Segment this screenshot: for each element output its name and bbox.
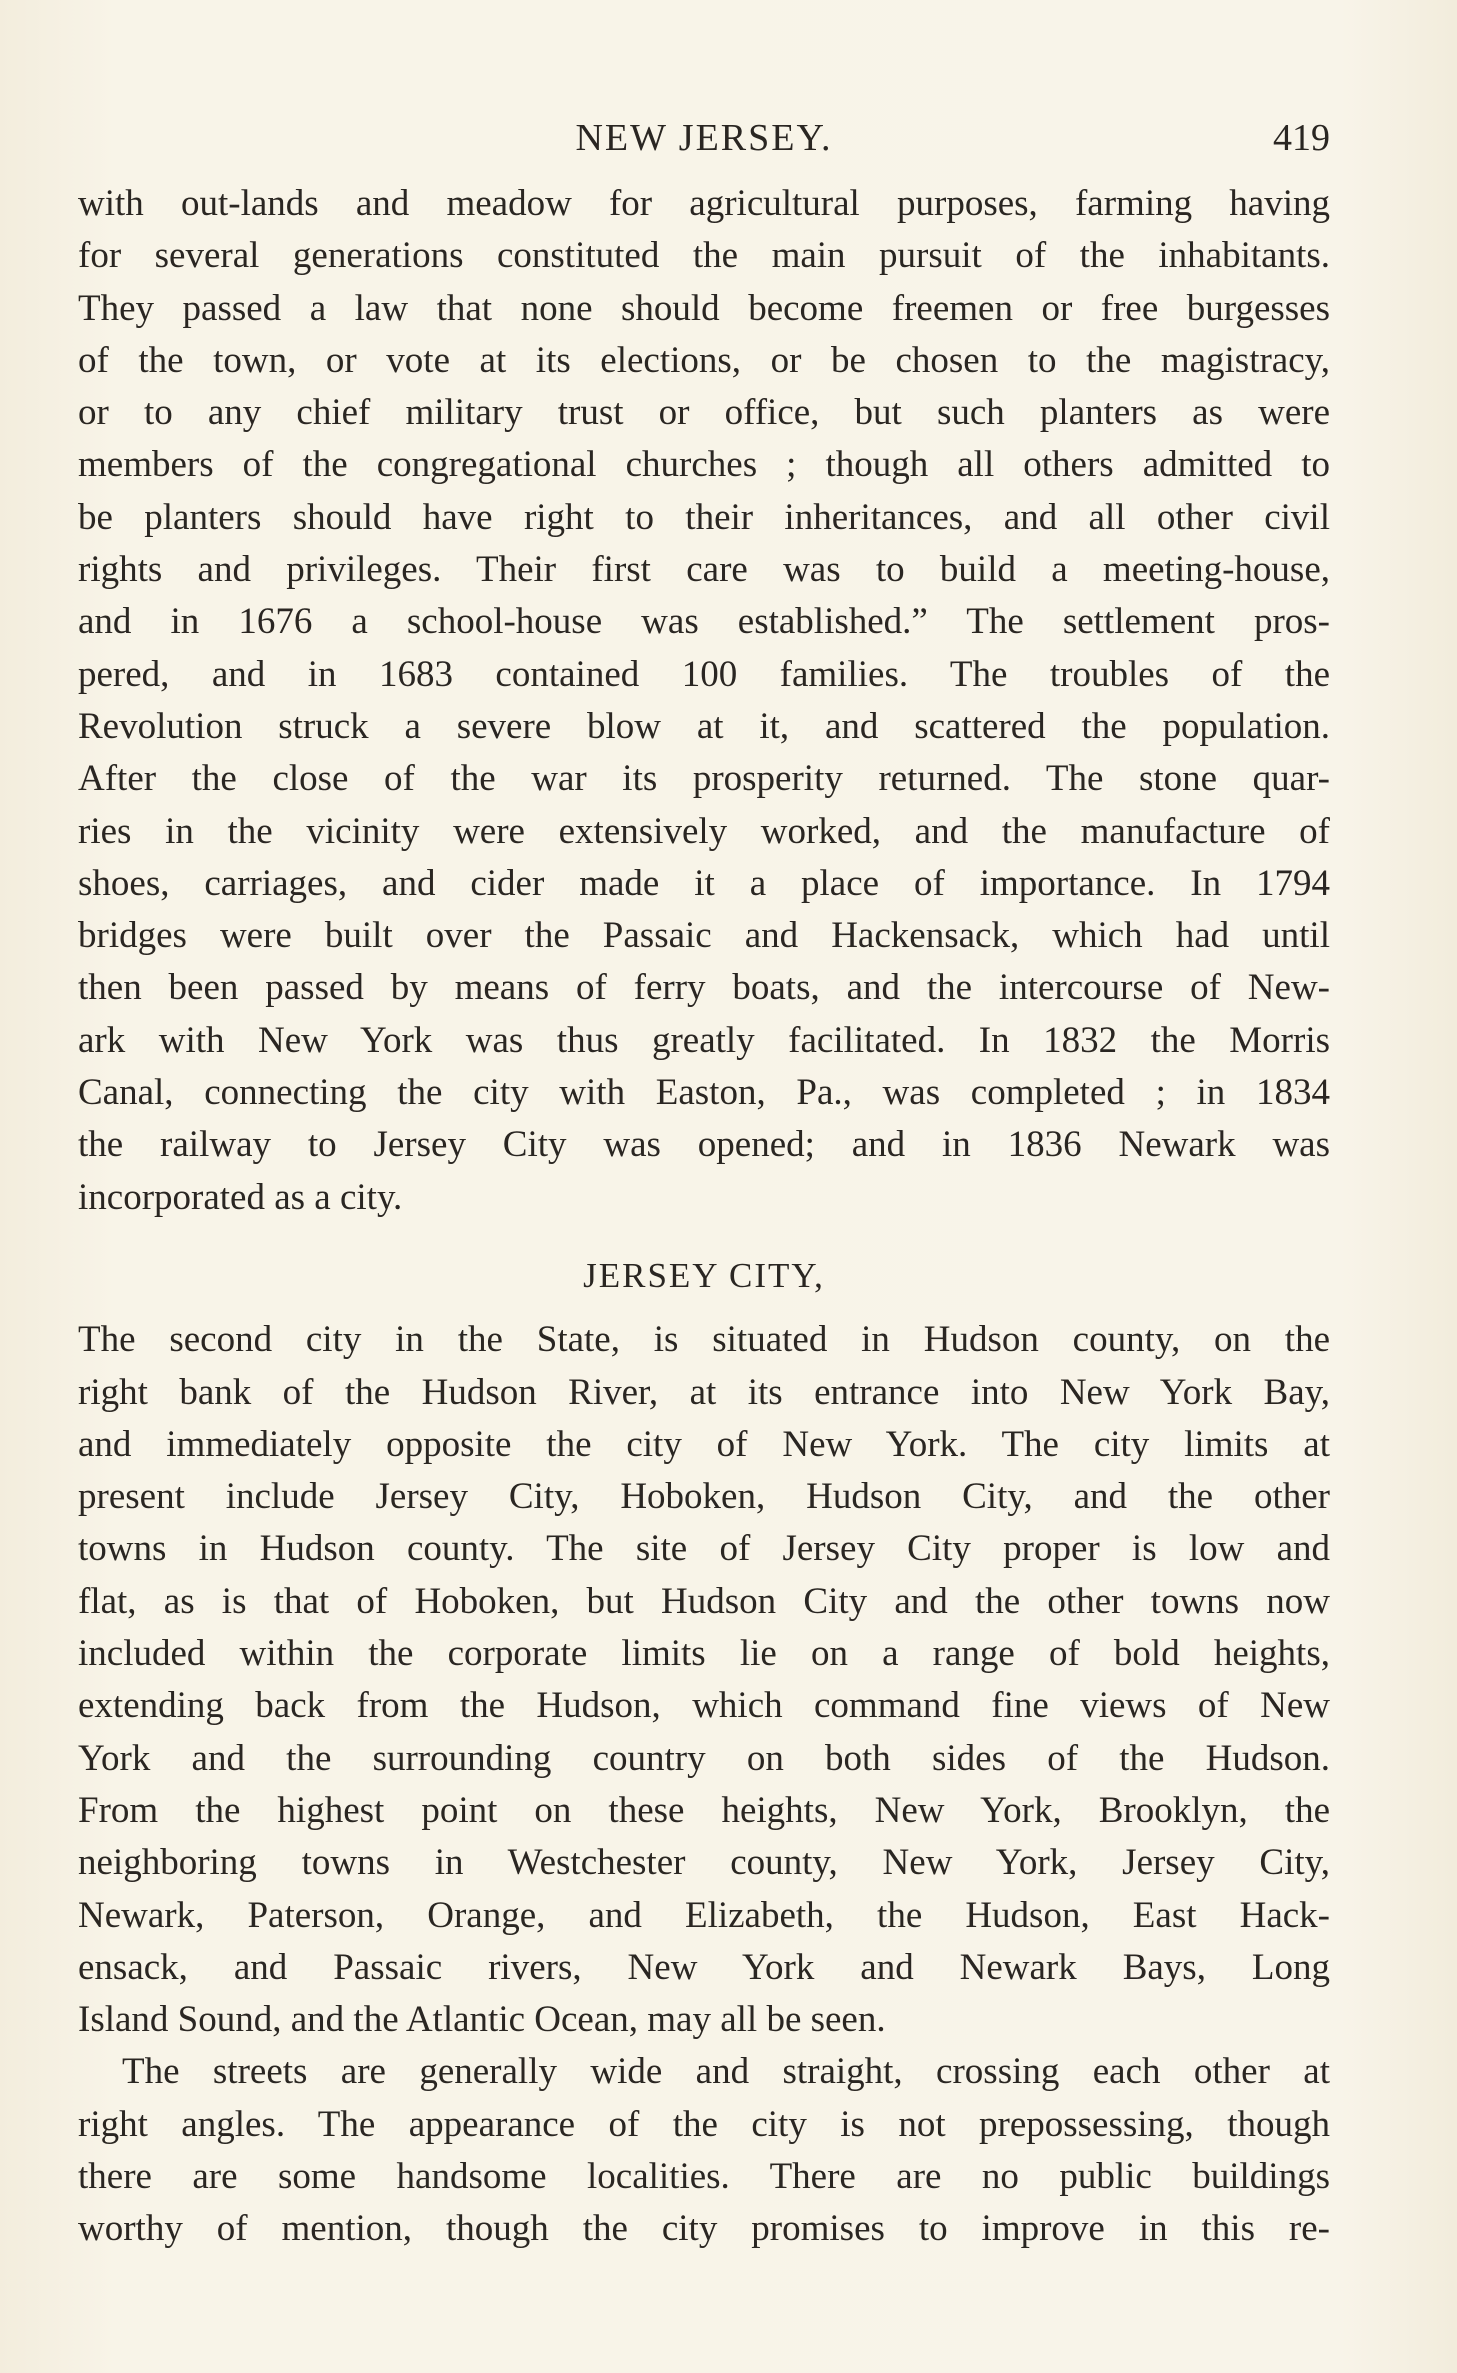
text-line: of the town, or vote at its elections, or be chosen to the magistracy,: [78, 339, 1330, 381]
text-line: The second city in the State, is situated in Hudson county, on the: [78, 1319, 1330, 1361]
text-line: neighboring towns in Westchester county, New York, Jersey City,: [78, 1842, 1330, 1884]
text-line: then been passed by means of ferry boats, and the intercourse of New-: [78, 967, 1330, 1009]
text-line: extending back from the Hudson, which command fine views of New: [78, 1685, 1330, 1727]
text-line: and in 1676 a school-house was established.” The settlement pros-: [78, 601, 1330, 643]
text-line: or to any chief military trust or office, but such planters as were: [78, 392, 1330, 434]
text-line: with out-lands and meadow for agricultural purposes, farming having: [78, 183, 1330, 224]
text-line: there are some handsome localities. There are no public buildings: [78, 2155, 1330, 2197]
text-line: incorporated as a city.: [78, 1176, 403, 1218]
text-line: for several generations constituted the main pursuit of the inhabitants.: [78, 235, 1330, 277]
text-line: towns in Hudson county. The site of Jersey City proper is low and: [78, 1528, 1330, 1570]
text-line: rights and privileges. Their first care was to build a meeting-house,: [78, 549, 1330, 591]
text-line: ries in the vicinity were extensively worked, and the manufacture of: [78, 810, 1330, 852]
page-body: [78, 178, 1330, 2256]
text-line: included within the corporate limits lie on a range of bold heights,: [78, 1633, 1330, 1675]
text-line: be planters should have right to their inheritances, and all other civil: [78, 496, 1330, 538]
page-header: [78, 112, 1330, 164]
text-line: right angles. The appearance of the city is not prepossessing, though: [78, 2103, 1330, 2145]
text-line: York and the surrounding country on both sides of the Hudson.: [78, 1737, 1330, 1779]
paragraph-jersey-city-streets: [78, 2046, 1330, 2255]
section-heading-jersey-city: JERSEY CITY,: [583, 1255, 825, 1295]
paragraph-jersey-city-overview: [78, 1314, 1330, 2046]
text-line: pered, and in 1683 contained 100 families. The troubles of the: [78, 653, 1330, 695]
text-line: shoes, carriages, and cider made it a place of importance. In 1794: [78, 862, 1330, 904]
text-line: right bank of the Hudson River, at its entrance into New York Bay,: [78, 1371, 1330, 1413]
text-line: flat, as is that of Hoboken, but Hudson City and the other towns now: [78, 1580, 1330, 1622]
running-head: NEW JERSEY.: [575, 117, 833, 159]
text-line: and immediately opposite the city of New York. The city limits at: [78, 1423, 1330, 1465]
text-line: ark with New York was thus greatly facilitated. In 1832 the Morris: [78, 1019, 1330, 1061]
text-line: present include Jersey City, Hoboken, Hudson City, and the other: [78, 1476, 1330, 1518]
page-number: 419: [1273, 117, 1330, 159]
text-line: From the highest point on these heights, New York, Brooklyn, the: [78, 1789, 1330, 1831]
text-line: After the close of the war its prosperity returned. The stone quar-: [78, 758, 1330, 800]
text-line: bridges were built over the Passaic and Hackensack, which had until: [78, 915, 1330, 957]
text-line: ensack, and Passaic rivers, New York and Newark Bays, Long: [78, 1946, 1330, 1988]
text-line: members of the congregational churches ; though all others admitted to: [78, 444, 1330, 486]
text-line: They passed a law that none should become freemen or free burgesses: [78, 287, 1330, 329]
text-line: the railway to Jersey City was opened; and in 1836 Newark was: [78, 1124, 1330, 1166]
paragraph-newark-history: [78, 178, 1330, 1224]
text-line: Island Sound, and the Atlantic Ocean, may all be seen.: [78, 1999, 886, 2041]
text-line: Newark, Paterson, Orange, and Elizabeth, the Hudson, East Hack-: [78, 1894, 1330, 1936]
text-line: Canal, connecting the city with Easton, Pa., was completed ; in 1834: [78, 1072, 1330, 1114]
text-line: Revolution struck a severe blow at it, and scattered the population.: [78, 705, 1330, 747]
text-line: worthy of mention, though the city promises to improve in this re-: [78, 2208, 1330, 2250]
text-line: The streets are generally wide and straight, crossing each other at: [122, 2051, 1330, 2093]
